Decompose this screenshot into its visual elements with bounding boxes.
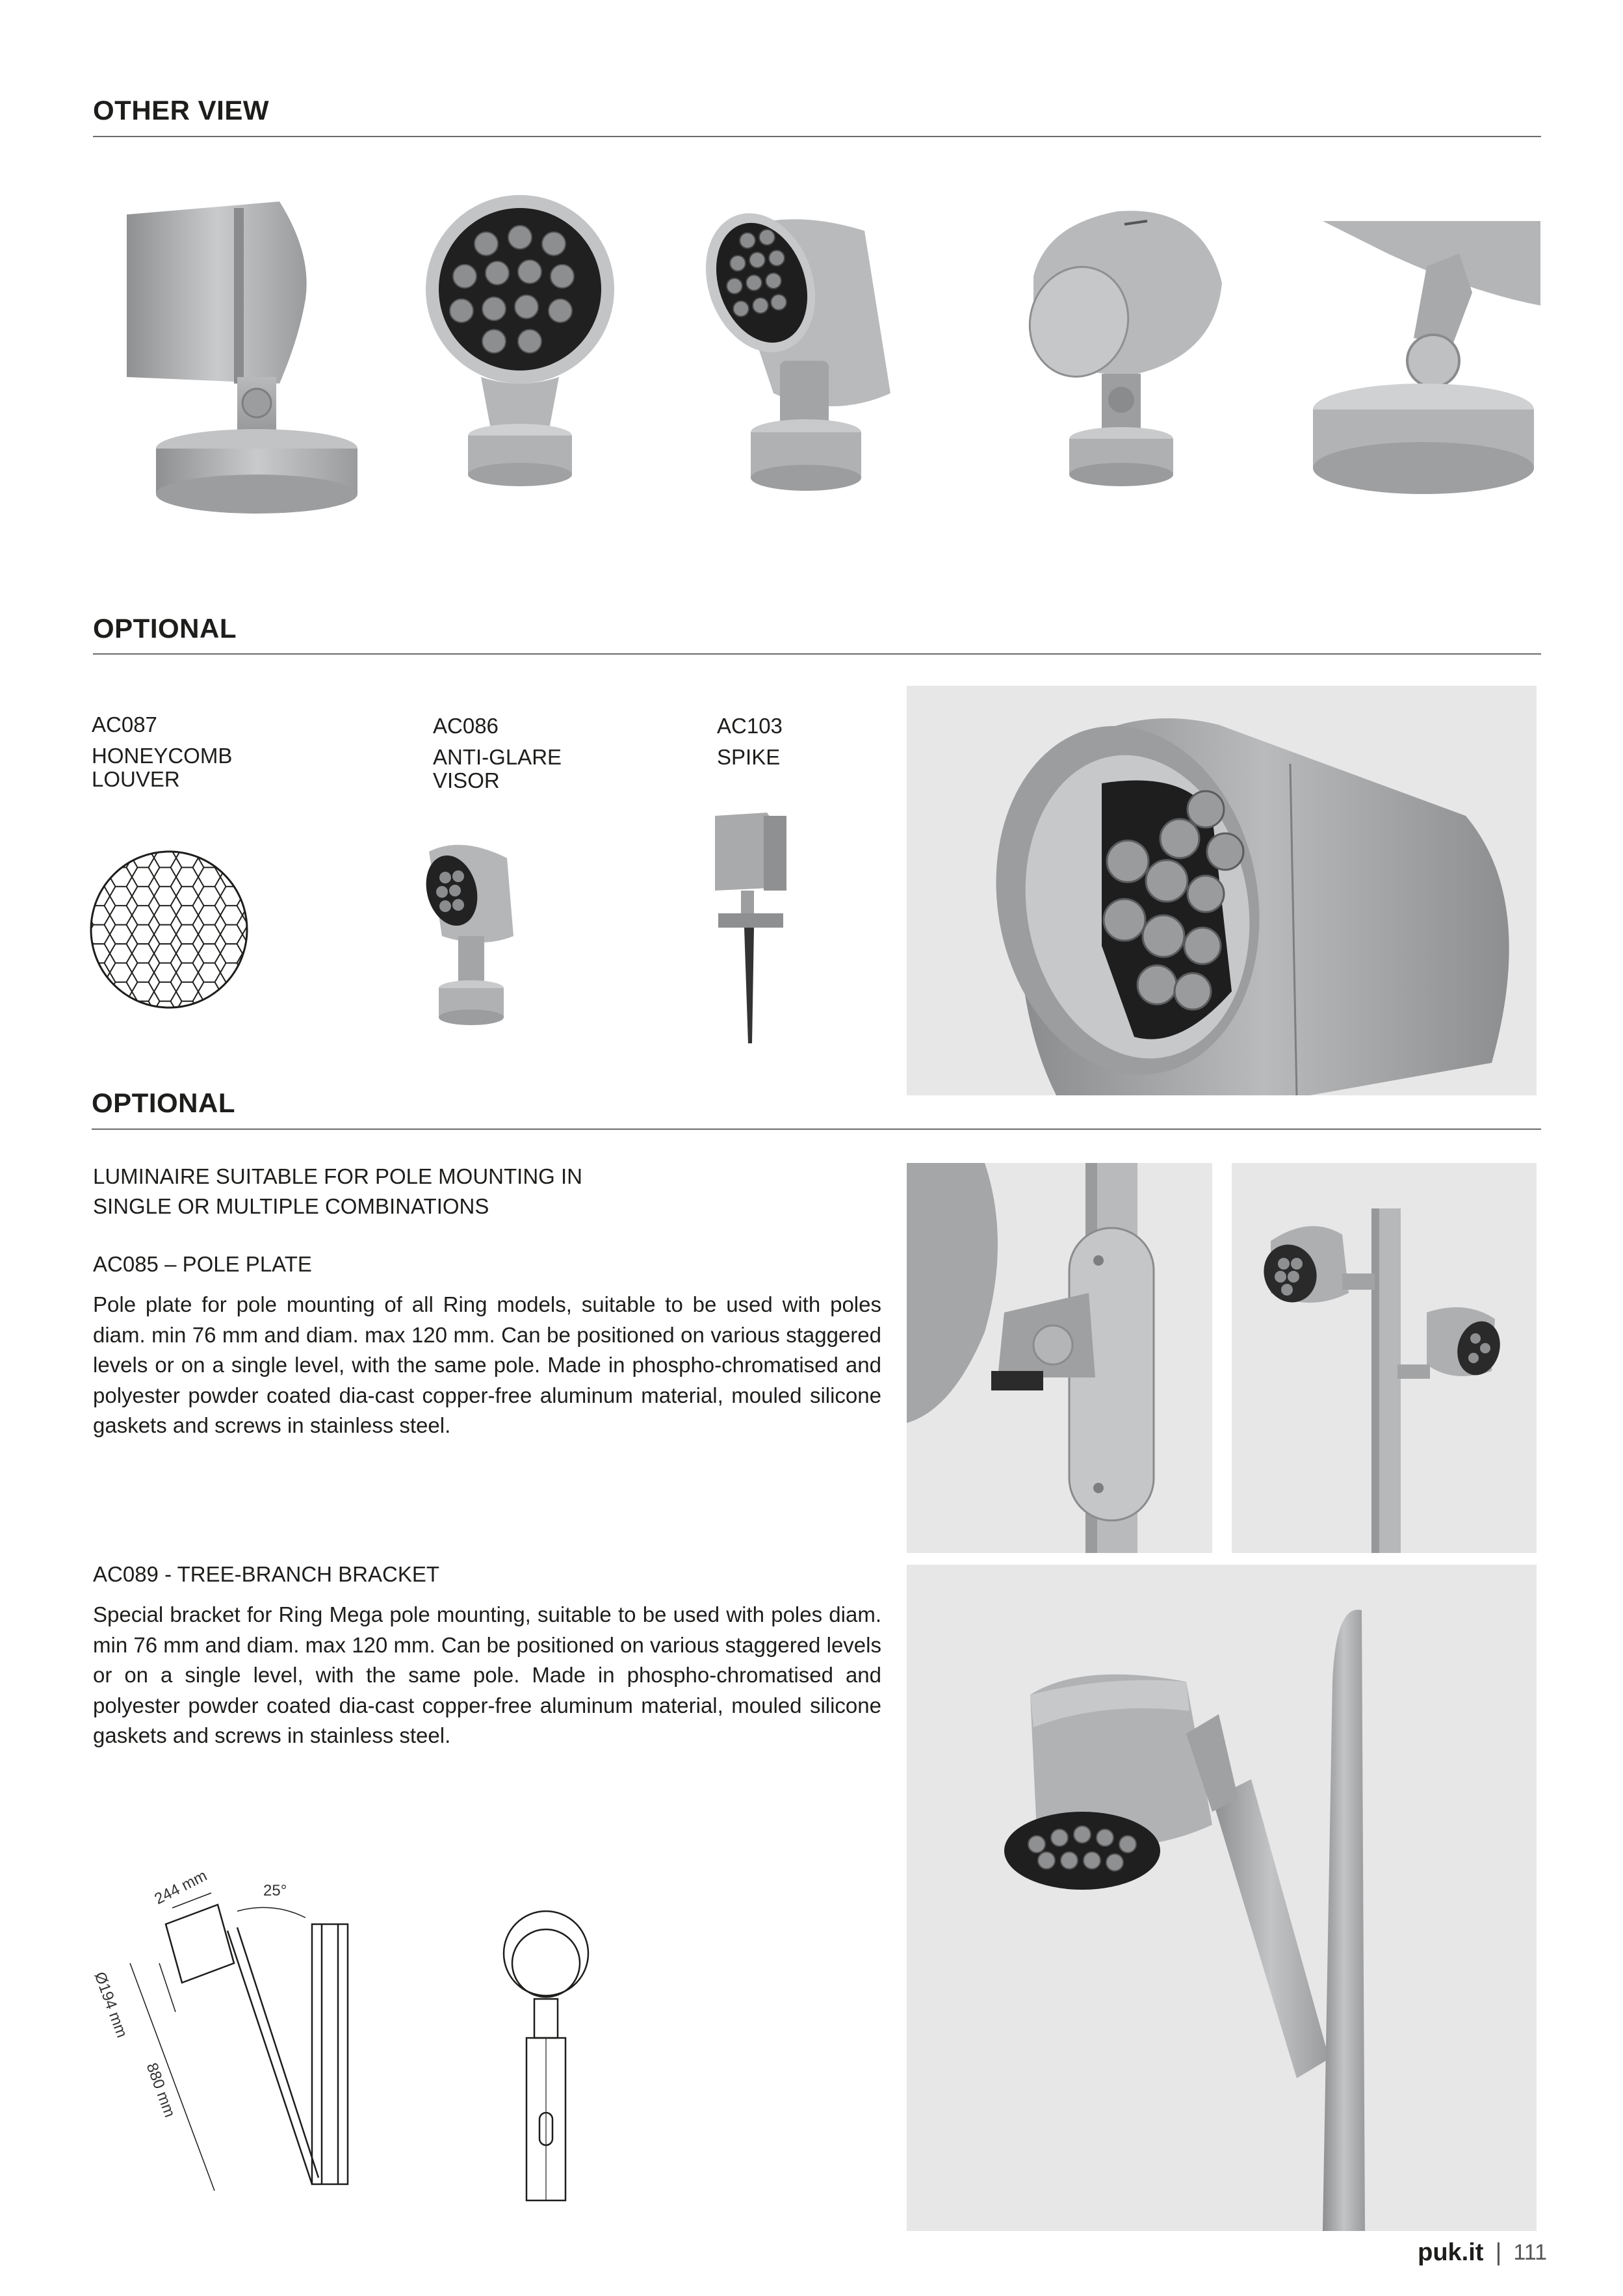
- front-view-image: [416, 195, 624, 501]
- dimension-880mm-label: 880 mm: [142, 2061, 179, 2120]
- pole-plate-description: Pole plate for pole mounting of all Ring models, suitable to be used with poles diam. min 76 mm and diam. max 120 mm. Can be positioned on various staggered levels or on a single level, with the same pole. Made in phospho-chromatised and polyester powder coated dia-cast copper-free aluminum material, mouled silicone gaskets and screws in stainless steel.: [93, 1292, 881, 1437]
- tree-branch-bracket-description: Special bracket for Ring Mega pole mounting, suitable to be used with poles diam. min 76 mm and diam. max 120 mm. Can be positioned on various staggered levels or on a single level, with the same pole. Made in phospho-chromatised and polyester powder coated dia-cast copper-free aluminum material, mouled silicone gaskets and screws in stainless steel.: [93, 1602, 881, 1747]
- honeycomb-louver-drawing: [88, 848, 250, 1011]
- accessory-code-ac103: AC103: [717, 714, 783, 738]
- page-number: 111: [1513, 2239, 1547, 2265]
- pole-mounting-rule: [92, 1128, 1541, 1130]
- optional-accessories-rule: [93, 653, 1541, 655]
- bracket-technical-drawing-front: [494, 1905, 598, 2204]
- dimension-angle-label: 25°: [263, 1882, 287, 1899]
- accessory-name-honeycomb-louver: HONEYCOMB LOUVER: [92, 744, 233, 791]
- dimension-244mm-label: 244 mm: [151, 1866, 210, 1909]
- close-up-mount-view-image: [1310, 215, 1540, 501]
- rear-tilted-view-image: [1007, 198, 1235, 504]
- spike-image: [705, 809, 809, 1050]
- dimension-diameter-label: Ø194 mm: [90, 1970, 131, 2041]
- pole-mounting-heading: OPTIONAL: [92, 1088, 235, 1118]
- other-view-rule: [93, 136, 1541, 137]
- accessory-code-ac087: AC087: [92, 712, 157, 737]
- pole-plate-title: AC085 – POLE PLATE: [93, 1252, 312, 1276]
- tree-branch-bracket-title: AC089 - TREE-BRANCH BRACKET: [93, 1562, 440, 1586]
- accessory-code-ac086: AC086: [433, 714, 499, 738]
- three-quarter-front-view-image: [702, 198, 916, 504]
- anti-glare-visor-image: [416, 839, 520, 1034]
- pole-mounting-intro: LUMINAIRE SUITABLE FOR POLE MOUNTING IN SINGLE OR MULTIPLE COMBINATIONS: [93, 1164, 582, 1218]
- accessory-name-anti-glare-visor: ANTI-GLARE VISOR: [433, 745, 562, 792]
- side-view-image: [97, 189, 370, 527]
- footer-separator: |: [1495, 2238, 1502, 2266]
- visor-close-up-photo: [907, 686, 1537, 1095]
- accessory-name-spike: SPIKE: [717, 745, 781, 769]
- page-footer: [1404, 2236, 1547, 2269]
- other-view-heading: OTHER VIEW: [93, 95, 270, 125]
- bracket-technical-drawing-side: [90, 1866, 377, 2210]
- footer-brand: puk.it: [1418, 2238, 1484, 2266]
- multiple-pole-combination-photo: [1232, 1163, 1537, 1553]
- tree-branch-bracket-photo: [907, 1565, 1537, 2231]
- optional-accessories-heading: OPTIONAL: [93, 613, 237, 644]
- pole-plate-photo: [907, 1163, 1212, 1553]
